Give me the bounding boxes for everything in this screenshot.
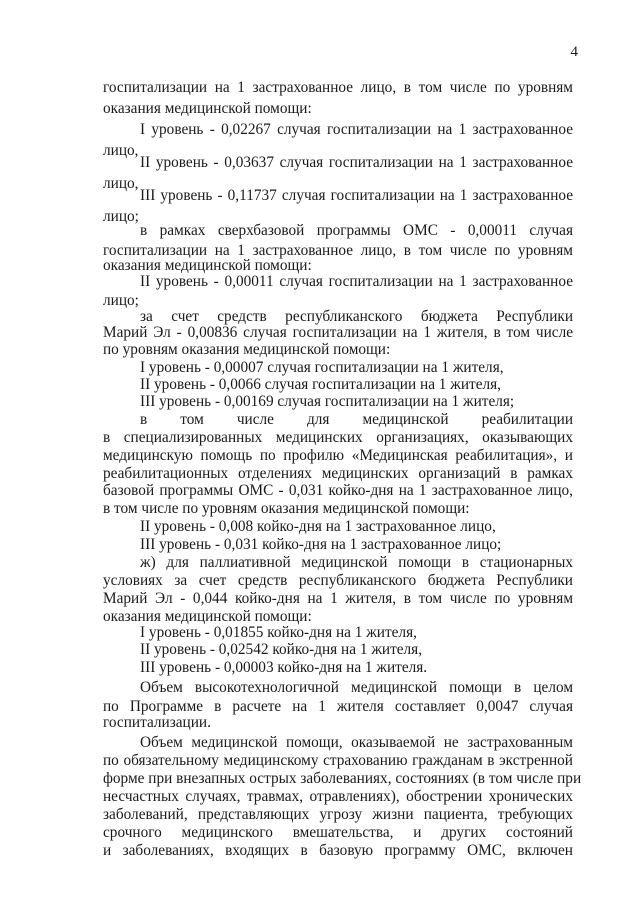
text-line: II уровень - 0,03637 случая госпитализации на 1 застрахованное: [140, 154, 573, 171]
text-line: Объем высокотехнологичной медицинской помощи в целом: [140, 679, 573, 696]
text-line: форме при внезапных острых заболеваниях, состояниях (в том числе при: [103, 770, 582, 787]
text-line: оказания медицинской помощи:: [103, 257, 312, 274]
text-line: госпитализации.: [103, 714, 211, 731]
text-line: лицо;: [103, 292, 139, 309]
text-line: в том числе по уровням оказания медицинской помощи:: [103, 500, 470, 517]
text-line: II уровень - 0,008 койко-дня на 1 застрахованное лицо,: [140, 518, 496, 535]
text-line: оказания медицинской помощи:: [103, 608, 312, 625]
text-line: за счет средств республиканского бюджета Республики: [140, 308, 573, 325]
text-line: III уровень - 0,031 койко-дня на 1 застрахованное лицо;: [140, 536, 502, 553]
text-line: II уровень - 0,02542 койко-дня на 1 жителя,: [140, 641, 423, 658]
text-line: реабилитационных отделениях медицинских организаций в рамках: [103, 465, 573, 482]
text-line: I уровень - 0,01855 койко-дня на 1 жителя,: [140, 624, 417, 641]
text-line: медицинскую помощь по профилю «Медицинская реабилитация», и: [103, 447, 573, 464]
text-line: оказания медицинской помощи:: [103, 100, 312, 117]
text-line: II уровень - 0,00011 случая госпитализации на 1 застрахованное: [140, 273, 573, 290]
text-line: заболеваний, представляющих угрозу жизни пациента, требующих: [103, 806, 573, 823]
text-line: I уровень - 0,02267 случая госпитализации на 1 застрахованное: [140, 121, 573, 138]
text-line: в рамках сверхбазовой программы ОМС - 0,00011 случая: [140, 222, 573, 239]
text-line: по Программе в расчете на 1 жителя составляет 0,0047 случая: [103, 698, 573, 715]
text-line: III уровень - 0,00003 койко-дня на 1 жителя.: [140, 659, 428, 676]
text-line: в специализированных медицинских организациях, оказывающих: [103, 429, 573, 446]
text-line: Марий Эл - 0,044 койко-дня на 1 жителя, в том числе по уровням: [103, 590, 573, 607]
text-line: I уровень - 0,00007 случая госпитализации на 1 жителя,: [140, 359, 504, 376]
page-number: 4: [570, 44, 578, 60]
text-line: Марий Эл - 0,00836 случая госпитализации на 1 жителя, в том числе: [103, 324, 573, 341]
text-line: госпитализации на 1 застрахованное лицо, в том числе по уровням: [103, 242, 573, 259]
text-line: III уровень - 0,00169 случая госпитализации на 1 жителя;: [140, 393, 515, 410]
text-line: лицо,: [103, 175, 139, 192]
text-line: по обязательному медицинскому страхованию гражданам в экстренной: [103, 752, 573, 769]
text-line: лицо,: [103, 142, 139, 159]
text-line: госпитализации на 1 застрахованное лицо, в том числе по уровням: [103, 79, 573, 96]
text-line: условиях за счет средств республиканского бюджета Республики: [103, 572, 573, 589]
text-line: и заболеваниях, входящих в базовую программу ОМС, включен: [103, 842, 573, 859]
text-line: базовой программы ОМС - 0,031 койко-дня на 1 застрахованное лицо,: [103, 482, 573, 499]
text-line: лицо;: [103, 208, 139, 225]
text-line: срочного медицинского вмешательства, и других состояний: [103, 824, 573, 841]
text-line: по уровням оказания медицинской помощи:: [103, 341, 391, 358]
text-line: Объем медицинской помощи, оказываемой не застрахованным: [140, 734, 573, 751]
text-line: III уровень - 0,11737 случая госпитализации на 1 застрахованное: [140, 187, 573, 204]
text-line: ж) для паллиативной медицинской помощи в стационарных: [140, 554, 573, 571]
text-line: в том числе для медицинской реабилитации: [140, 411, 573, 428]
text-line: II уровень - 0,0066 случая госпитализации на 1 жителя,: [140, 376, 502, 393]
text-line: несчастных случаях, травмах, отравлениях), обострении хронических: [103, 788, 573, 805]
